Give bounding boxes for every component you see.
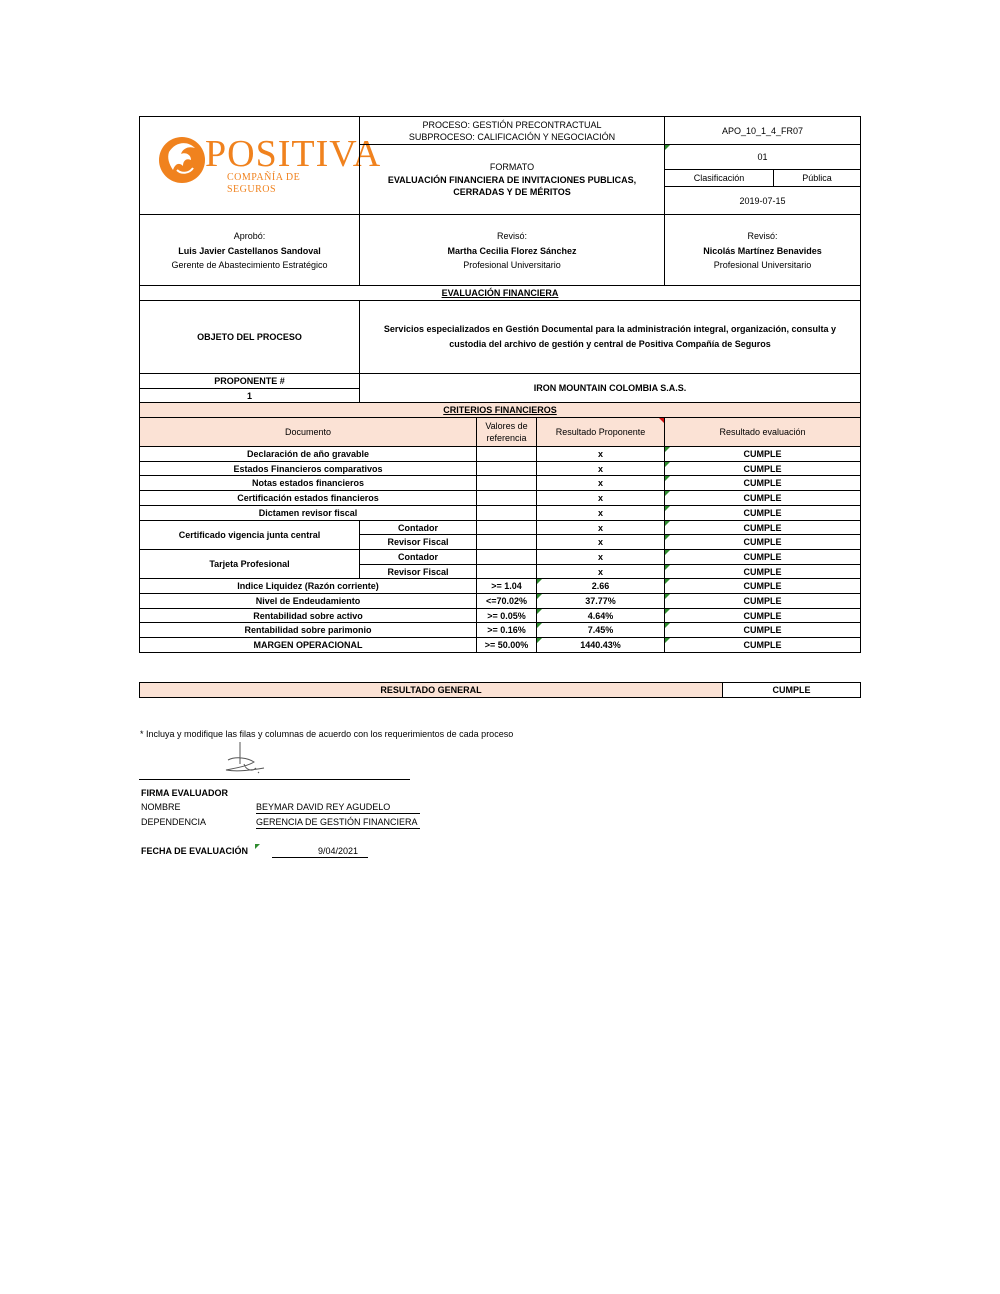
header-resultado-proponente	[536, 417, 665, 447]
row-proponent-result-text: 2.66	[591, 581, 610, 591]
comment-marker-icon	[665, 594, 670, 599]
row-proponent-result-text: x	[597, 493, 603, 503]
row-proponent-result-text: 4.64%	[587, 610, 614, 621]
row-subtype	[359, 520, 477, 535]
row-evaluation-result	[664, 534, 861, 550]
nombre-value-text: BEYMAR DAVID REY AGUDELO	[256, 802, 391, 812]
row-proponent-result-text: x	[597, 449, 603, 459]
row-reference-text: >= 0.16%	[487, 625, 526, 635]
row-document-text: Declaración de año gravable	[246, 449, 370, 459]
row-proponent-result	[536, 564, 665, 579]
dependencia-value	[256, 816, 420, 829]
row-reference	[476, 520, 537, 535]
clasificacion-label-cell	[664, 169, 774, 187]
signature-image	[218, 740, 270, 780]
header-valores	[476, 417, 537, 447]
row-reference-text: <=70.02%	[485, 596, 528, 606]
comment-marker-icon	[665, 506, 670, 511]
row-document	[139, 461, 477, 476]
row-evaluation-result	[664, 622, 861, 638]
row-subtype	[359, 549, 477, 565]
comment-marker-icon	[665, 535, 670, 540]
formato-cell	[359, 144, 665, 215]
comment-marker-icon	[665, 447, 670, 452]
proponente-label: PROPONENTE #	[214, 376, 285, 386]
document-date: 2019-07-15	[739, 195, 786, 206]
row-evaluation-result	[664, 564, 861, 579]
row-document-text: MARGEN OPERACIONAL	[253, 640, 363, 650]
row-document-text: Dictamen revisor fiscal	[258, 508, 358, 518]
approval-title: Gerente de Abastecimiento Estratégico	[171, 259, 328, 270]
nombre-value	[256, 801, 420, 814]
row-proponent-result	[536, 622, 665, 638]
criterios-title	[139, 402, 861, 418]
row-reference-text: >= 50.00%	[484, 640, 529, 650]
section-title-text: EVALUACIÓN FINANCIERA	[441, 288, 559, 298]
signature-line	[139, 779, 410, 780]
resultado-general-label: RESULTADO GENERAL	[380, 685, 482, 695]
row-document	[139, 549, 360, 579]
row-subtype-text: Contador	[398, 522, 438, 533]
approval-cell-2	[359, 214, 665, 286]
header-resultado-proponente-text: Resultado Proponente	[555, 427, 646, 437]
row-document	[139, 490, 477, 506]
comment-marker-icon	[665, 145, 670, 150]
header-resultado-evaluacion-text: Resultado evaluación	[719, 427, 806, 437]
row-document	[139, 520, 360, 550]
logo-text: POSITIVA	[205, 133, 382, 175]
comment-marker-icon	[255, 844, 260, 849]
row-document-text: Rentabilidad sobre parimonio	[244, 625, 372, 635]
row-proponent-result	[536, 461, 665, 476]
row-subtype-text: Revisor Fiscal	[387, 537, 449, 547]
code-cell	[664, 116, 861, 145]
row-reference	[476, 622, 537, 638]
clasificacion-value-cell	[773, 169, 861, 187]
approval-title: Profesional Universitario	[713, 259, 812, 270]
clasificacion-label: Clasificación	[693, 173, 745, 183]
positiva-logo	[157, 130, 382, 195]
comment-marker-icon	[665, 579, 670, 584]
row-document-text: Rentabilidad sobre activo	[253, 610, 363, 621]
row-proponent-result	[536, 578, 665, 594]
row-document	[139, 505, 477, 521]
objeto-text-cell	[359, 300, 861, 374]
row-reference	[476, 446, 537, 462]
proponente-label-cell	[139, 373, 360, 389]
row-proponent-result	[536, 475, 665, 491]
date-cell	[664, 186, 861, 215]
row-reference	[476, 593, 537, 609]
row-subtype	[359, 564, 477, 579]
row-evaluation-result-text: CUMPLE	[743, 493, 782, 503]
proponente-number-cell	[139, 388, 360, 403]
approval-title: Profesional Universitario	[463, 259, 561, 270]
row-reference	[476, 608, 537, 623]
comment-marker-icon	[665, 609, 670, 614]
row-proponent-result-text: x	[597, 478, 603, 488]
header-resultado-evaluacion	[664, 417, 861, 447]
row-reference	[476, 578, 537, 594]
row-proponent-result-text: x	[597, 566, 603, 577]
comment-marker-icon	[665, 638, 670, 643]
document-code: APO_10_1_4_FR07	[721, 125, 804, 136]
row-proponent-result-text: 7.45%	[587, 625, 614, 635]
approval-name: Martha Cecilia Florez Sánchez	[447, 245, 577, 256]
row-subtype	[359, 534, 477, 550]
row-document	[139, 446, 477, 462]
row-reference	[476, 534, 537, 550]
row-document	[139, 622, 477, 638]
comment-marker-icon	[537, 594, 542, 599]
row-subtype-text: Revisor Fiscal	[387, 566, 449, 577]
row-reference-text: >= 1.04	[491, 581, 522, 591]
comment-marker-icon	[537, 579, 542, 584]
row-evaluation-result-text: CUMPLE	[743, 522, 782, 533]
row-document-text: Certificado vigencia junta central	[178, 530, 321, 540]
header-documento	[139, 417, 477, 447]
row-proponent-result-text: x	[597, 508, 603, 518]
proponente-number: 1	[246, 390, 252, 401]
objeto-label-cell	[139, 300, 360, 374]
objeto-label: OBJETO DEL PROCESO	[197, 332, 302, 342]
fecha-evaluacion-value-text: 9/04/2021	[317, 846, 358, 856]
row-proponent-result	[536, 490, 665, 506]
row-evaluation-result-text: CUMPLE	[743, 552, 782, 562]
row-document	[139, 475, 477, 491]
comment-marker-icon	[665, 462, 670, 467]
row-evaluation-result-text: CUMPLE	[743, 537, 782, 547]
row-proponent-result	[536, 637, 665, 653]
row-document	[139, 608, 477, 623]
approval-cell-3	[664, 214, 861, 286]
row-document	[139, 578, 477, 594]
nombre-label: NOMBRE	[141, 802, 181, 812]
row-proponent-result-text: x	[597, 552, 603, 562]
row-evaluation-result	[664, 461, 861, 476]
row-reference	[476, 549, 537, 565]
approval-name: Nicolás Martínez Benavides	[703, 245, 822, 256]
document-version: 01	[757, 152, 768, 162]
row-proponent-result	[536, 520, 665, 535]
row-evaluation-result	[664, 578, 861, 594]
approval-cell-1	[139, 214, 360, 286]
row-evaluation-result	[664, 505, 861, 521]
version-cell	[664, 144, 861, 170]
row-evaluation-result-text: CUMPLE	[743, 625, 782, 635]
header-documento-text: Documento	[284, 427, 332, 437]
resultado-general-label-cell	[139, 682, 723, 698]
row-evaluation-result	[664, 475, 861, 491]
approval-role: Aprobó:	[233, 230, 266, 241]
clasificacion-value: Pública	[802, 173, 832, 183]
approval-role: Revisó:	[496, 230, 527, 241]
comment-marker-icon	[537, 609, 542, 614]
row-document-text: Indice Liquidez (Razón corriente)	[237, 581, 379, 591]
comment-marker-icon	[537, 638, 542, 643]
row-document-text: Nivel de Endeudamiento	[255, 596, 361, 606]
row-proponent-result	[536, 446, 665, 462]
comment-marker-icon	[537, 623, 542, 628]
resultado-general-value-cell	[722, 682, 861, 698]
row-proponent-result	[536, 505, 665, 521]
fecha-evaluacion-value	[272, 845, 368, 858]
firma-title: FIRMA EVALUADOR	[141, 788, 228, 798]
footnote: * Incluya y modifique las filas y columnas de acuerdo con los requerimientos de cada proceso	[140, 729, 514, 739]
subproceso-text: SUBPROCESO: CALIFICACIÓN Y NEGOCIACIÓN	[408, 131, 616, 142]
row-proponent-result	[536, 549, 665, 565]
row-subtype-text: Contador	[398, 552, 438, 562]
row-evaluation-result	[664, 593, 861, 609]
row-document	[139, 637, 477, 653]
objeto-text: Servicios especializados en Gestión Documental para la administración integral, organización, consulta y custodia del archivo de gestión y central de Positiva Compañía de Seguros	[383, 324, 837, 349]
row-proponent-result-text: 1440.43%	[580, 640, 621, 650]
row-proponent-result-text: x	[597, 537, 603, 547]
section-title	[139, 285, 861, 301]
comment-marker-icon	[665, 521, 670, 526]
row-evaluation-result-text: CUMPLE	[743, 508, 782, 518]
form-title: EVALUACIÓN FINANCIERA DE INVITACIONES PUBLICAS, CERRADAS Y DE MÉRITOS	[387, 175, 637, 197]
row-evaluation-result-text: CUMPLE	[743, 640, 782, 650]
row-evaluation-result	[664, 446, 861, 462]
row-document-text: Certificación estados financieros	[237, 493, 379, 503]
row-reference	[476, 490, 537, 506]
row-reference	[476, 637, 537, 653]
comment-marker-icon	[665, 476, 670, 481]
proceso-text: PROCESO: GESTIÓN PRECONTRACTUAL	[422, 119, 602, 130]
logo-subtext: COMPAÑÍA DE SEGUROS	[227, 172, 301, 195]
proceso-cell	[359, 116, 665, 145]
row-evaluation-result-text: CUMPLE	[743, 449, 782, 459]
comment-marker-icon	[665, 623, 670, 628]
row-reference	[476, 505, 537, 521]
row-document-text: Estados Financieros comparativos	[233, 463, 383, 474]
row-evaluation-result-text: CUMPLE	[743, 463, 782, 474]
proponente-name-cell	[359, 373, 861, 403]
dependencia-label: DEPENDENCIA	[141, 817, 207, 827]
criterios-title-text: CRITERIOS FINANCIEROS	[443, 405, 557, 415]
row-proponent-result-text: x	[597, 522, 603, 533]
row-evaluation-result-text: CUMPLE	[743, 566, 782, 577]
row-evaluation-result-text: CUMPLE	[743, 610, 782, 621]
row-reference	[476, 475, 537, 491]
fecha-evaluacion-label: FECHA DE EVALUACIÓN	[141, 846, 249, 856]
row-evaluation-result	[664, 608, 861, 623]
approval-name: Luis Javier Castellanos Sandoval	[178, 245, 321, 256]
comment-marker-icon	[665, 565, 670, 570]
comment-marker-icon	[665, 550, 670, 555]
row-reference	[476, 564, 537, 579]
row-proponent-result	[536, 593, 665, 609]
row-evaluation-result-text: CUMPLE	[743, 596, 782, 606]
comment-marker-icon	[665, 491, 670, 496]
row-evaluation-result	[664, 490, 861, 506]
row-proponent-result-text: 37.77%	[585, 596, 616, 606]
row-evaluation-result	[664, 520, 861, 535]
row-evaluation-result-text: CUMPLE	[743, 581, 782, 591]
dependencia-value-text: GERENCIA DE GESTIÓN FINANCIERA	[256, 817, 418, 827]
row-proponent-result	[536, 608, 665, 623]
row-document-text: Tarjeta Profesional	[209, 559, 290, 569]
proponente-name: IRON MOUNTAIN COLOMBIA S.A.S.	[533, 383, 687, 393]
header-valores-text: Valores de referencia	[485, 421, 528, 443]
row-evaluation-result	[664, 549, 861, 565]
row-proponent-result-text: x	[597, 463, 603, 474]
formato-label: FORMATO	[489, 162, 535, 172]
row-reference-text: >= 0.05%	[487, 610, 526, 621]
row-document	[139, 593, 477, 609]
row-reference	[476, 461, 537, 476]
row-document-text: Notas estados financieros	[251, 478, 365, 488]
row-evaluation-result	[664, 637, 861, 653]
resultado-general-value: CUMPLE	[772, 685, 811, 695]
row-proponent-result	[536, 534, 665, 550]
approval-role: Revisó:	[747, 230, 778, 241]
row-evaluation-result-text: CUMPLE	[743, 478, 782, 488]
